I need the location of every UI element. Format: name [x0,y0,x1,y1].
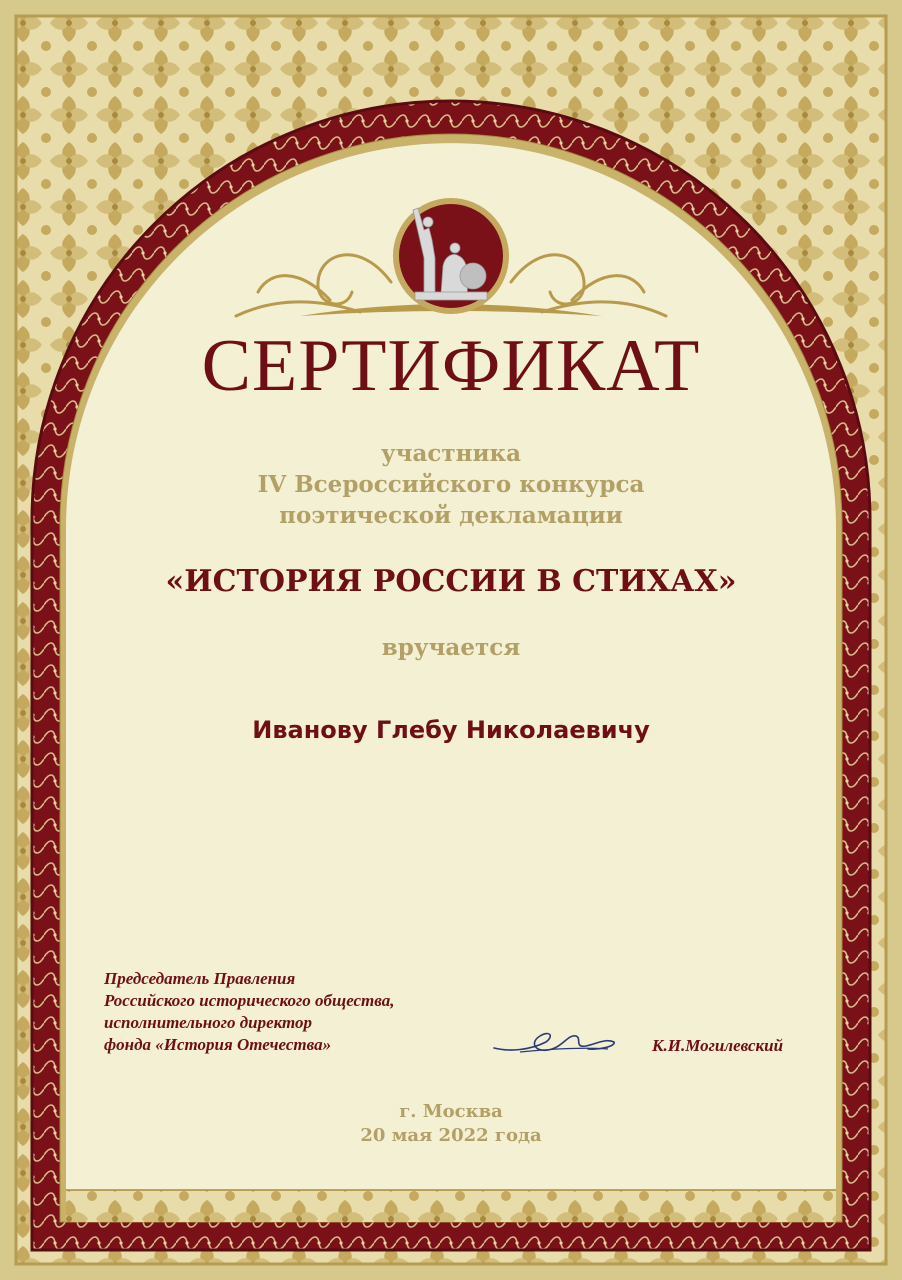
signatory-position-line: Российского исторического общества, [104,991,395,1010]
subtitle-line: IV Всероссийского конкурса [257,471,645,498]
subtitle-line: поэтической декламации [279,502,623,529]
place-and-date [0,1100,902,1148]
certificate-title: СЕРТИФИКАТ [201,325,701,407]
awarded-text: вручается [381,634,521,661]
certificate-subtitle [0,438,902,531]
signatory-position [104,968,464,1056]
city: г. Москва [399,1101,503,1122]
signatory-name: К.И.Могилевский [652,1036,784,1055]
signature-icon [490,1022,620,1058]
recipient-name: Иванову Глебу Николаевичу [252,716,650,744]
contest-name: «ИСТОРИЯ РОССИИ В СТИХАХ» [165,564,737,599]
date: 20 мая 2022 года [360,1125,542,1146]
subtitle-line: участника [380,440,522,467]
signatory-position-line: фонда «История Отечества» [104,1035,332,1054]
signatory-position-line: Председатель Правления [104,969,296,988]
monument-emblem-icon [391,196,511,316]
signatory-position-line: исполнительного директор [104,1013,313,1032]
